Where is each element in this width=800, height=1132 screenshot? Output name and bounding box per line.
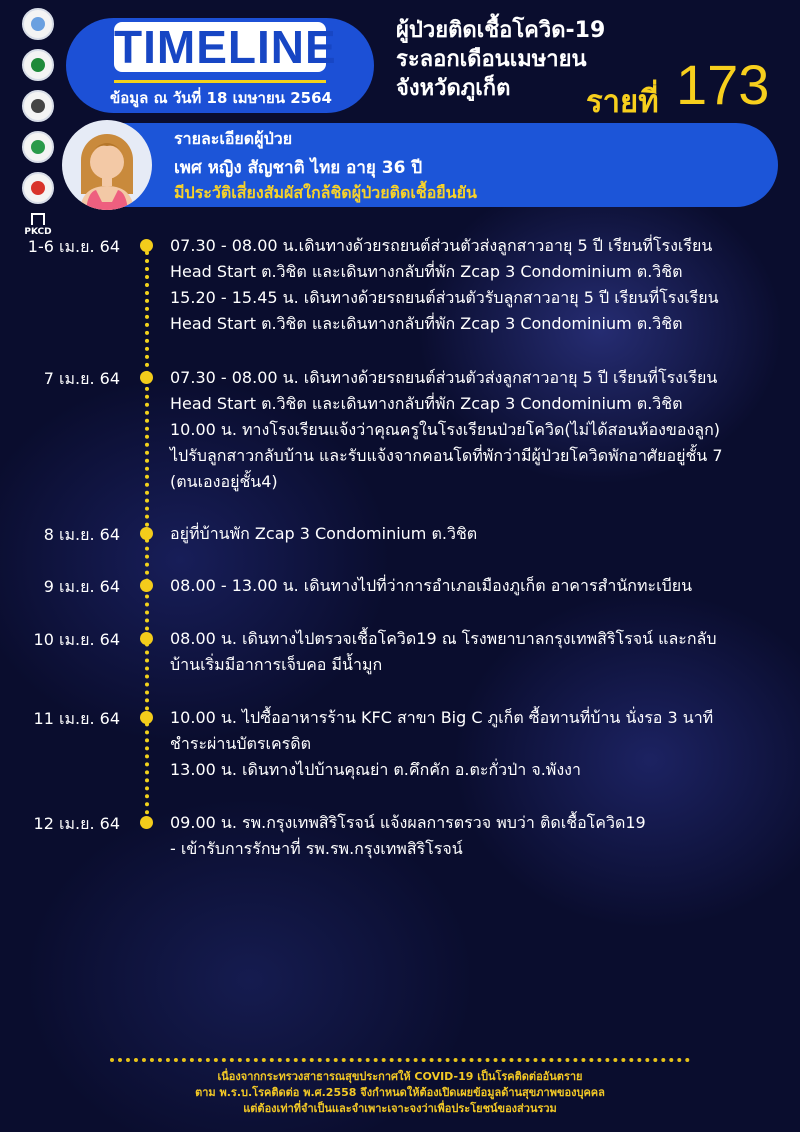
timeline-dot	[140, 711, 153, 724]
entry-line: อยู่ที่บ้านพัก Zcap 3 Condominium ต.วิชิต	[170, 524, 478, 543]
case-label: รายที่	[586, 84, 659, 120]
entry-date: 12 เม.ย. 64	[33, 814, 120, 833]
patient-risk: มีประวัติเสี่ยงสัมผัสใกล้ชิดผู้ป่วยติดเชื้อยืนยัน	[174, 183, 477, 202]
footer-divider	[110, 1058, 690, 1062]
entry-line: 08.00 - 13.00 น. เดินทางไปที่ว่าการอำเภอเมืองภูเก็ต อาคารสำนักทะเบียน	[170, 576, 693, 595]
headline-line: ผู้ป่วยติดเชื้อโควิด-19	[396, 18, 606, 43]
pkcd-logo	[22, 213, 54, 237]
patient-avatar	[62, 120, 152, 210]
entry-line: 07.30 - 08.00 น.เดินทางด้วยรถยนต์ส่วนตัวส่งลูกสาวอายุ 5 ปี เรียนที่โรงเรียน	[170, 236, 713, 255]
entry-line: Head Start ต.วิชิต และเดินทางกลับที่พัก Zcap 3 Condominium ต.วิชิต	[170, 262, 683, 281]
partner-logos	[22, 8, 58, 237]
entry-date: 10 เม.ย. 64	[33, 630, 120, 649]
entry-description	[170, 705, 790, 783]
entry-description	[170, 573, 790, 599]
entry-line: 13.00 น. เดินทางไปบ้านคุณย่า ต.คึกคัก อ.ตะกั่วป่า จ.พังงา	[170, 760, 581, 779]
entry-line: Head Start ต.วิชิต และเดินทางกลับที่พัก Zcap 3 Condominium ต.วิชิต	[170, 314, 683, 333]
timeline-dot	[140, 371, 153, 384]
timeline-dot	[140, 579, 153, 592]
data-date: ข้อมูล ณ วันที่ 18 เมษายน 2564	[110, 89, 332, 107]
entry-date: 11 เม.ย. 64	[33, 709, 120, 728]
legal-notice-line: แต่ต้องเท่าที่จำเป็นและจำเพาะเจาะจงว่าเพื่อประโยชน์ของส่วนรวม	[243, 1102, 557, 1115]
entry-line: ชำระผ่านบัตรเครดิต	[170, 734, 312, 753]
entry-line: Head Start ต.วิชิต และเดินทางกลับที่พัก Zcap 3 Condominium ต.วิชิต	[170, 394, 683, 413]
pkcd-logo-label: PKCD	[24, 227, 52, 237]
entry-description	[170, 365, 790, 495]
headline	[396, 16, 605, 103]
entry-line: 10.00 น. ทางโรงเรียนแจ้งว่าคุณครูในโรงเรียนป่วยโควิด(ไม่ได้สอนห้องของลูก)	[170, 420, 720, 439]
entry-line: 07.30 - 08.00 น. เดินทางด้วยรถยนต์ส่วนตัวส่งลูกสาวอายุ 5 ปี เรียนที่โรงเรียน	[170, 368, 718, 387]
entry-line: 09.00 น. รพ.กรุงเทพสิริโรจน์ แจ้งผลการตรวจ พบว่า ติดเชื้อโควิด19	[170, 813, 646, 832]
entry-line: 08.00 น. เดินทางไปตรวจเชื้อโควิด19 ณ โรงพยาบาลกรุงเทพสิริโรจน์ และกลับ	[170, 629, 717, 648]
headline-line: ระลอกเดือนเมษายน	[396, 47, 587, 72]
entry-description	[170, 626, 790, 678]
patient-info: เพศ หญิง สัญชาติ ไทย อายุ 36 ปี	[174, 158, 423, 178]
entry-description	[170, 521, 790, 547]
timeline-badge	[66, 18, 374, 113]
entry-date: 7 เม.ย. 64	[43, 369, 120, 388]
legal-notice-line: ตาม พ.ร.บ.โรคติดต่อ พ.ศ.2558 จึงกำหนดให้ต้องเปิดเผยข้อมูลด้านสุขภาพของบุคคล	[195, 1086, 605, 1099]
entry-line: บ้านเริ่มมีอาการเจ็บคอ มีน้ำมูก	[170, 655, 383, 674]
timeline-dot	[140, 816, 153, 829]
timeline-underline	[114, 80, 326, 83]
entry-line: 10.00 น. ไปซื้ออาหารร้าน KFC สาขา Big C ภูเก็ต ซื้อทานที่บ้าน นั่งรอ 3 นาที	[170, 708, 714, 727]
provincial-seal-logo	[22, 8, 54, 40]
legal-notice	[100, 1069, 700, 1117]
entry-date: 9 เม.ย. 64	[43, 577, 120, 596]
entry-line: - เข้ารับการรักษาที่ รพ.รพ.กรุงเทพสิริโรจน์	[170, 839, 463, 858]
entry-line: (ตนเองอยู่ชั้น4)	[170, 472, 278, 491]
entry-line: 15.20 - 15.45 น. เดินทางด้วยรถยนต์ส่วนตัวรับลูกสาวอายุ 5 ปี เรียนที่โรงเรียน	[170, 288, 719, 307]
health-office-logo	[22, 172, 54, 204]
entry-line: ไปรับลูกสาวกลับบ้าน และรับแจ้งจากคอนโดที่พักว่ามีผู้ป่วยโควิดพักอาศัยอยู่ชั้น 7	[170, 446, 723, 465]
timeline-dot	[140, 632, 153, 645]
municipality-logo	[22, 131, 54, 163]
patient-title: รายละเอียดผู้ป่วย	[174, 129, 293, 148]
entry-description	[170, 810, 790, 862]
timeline-title: TIMELINE	[114, 21, 337, 73]
timeline-dot	[140, 239, 153, 252]
entry-date: 8 เม.ย. 64	[43, 525, 120, 544]
hospital-seal-logo	[22, 90, 54, 122]
timeline-dot	[140, 527, 153, 540]
case-number: 173	[676, 53, 770, 116]
legal-notice-line: เนื่องจากกระทรวงสาธารณสุขประกาศให้ COVID-19 เป็นโรคติดต่ออันตราย	[217, 1070, 583, 1083]
entry-description	[170, 233, 790, 337]
headline-line: จังหวัดภูเก็ต	[396, 76, 511, 101]
ministry-of-health-logo	[22, 49, 54, 81]
entry-date: 1-6 เม.ย. 64	[27, 237, 120, 256]
